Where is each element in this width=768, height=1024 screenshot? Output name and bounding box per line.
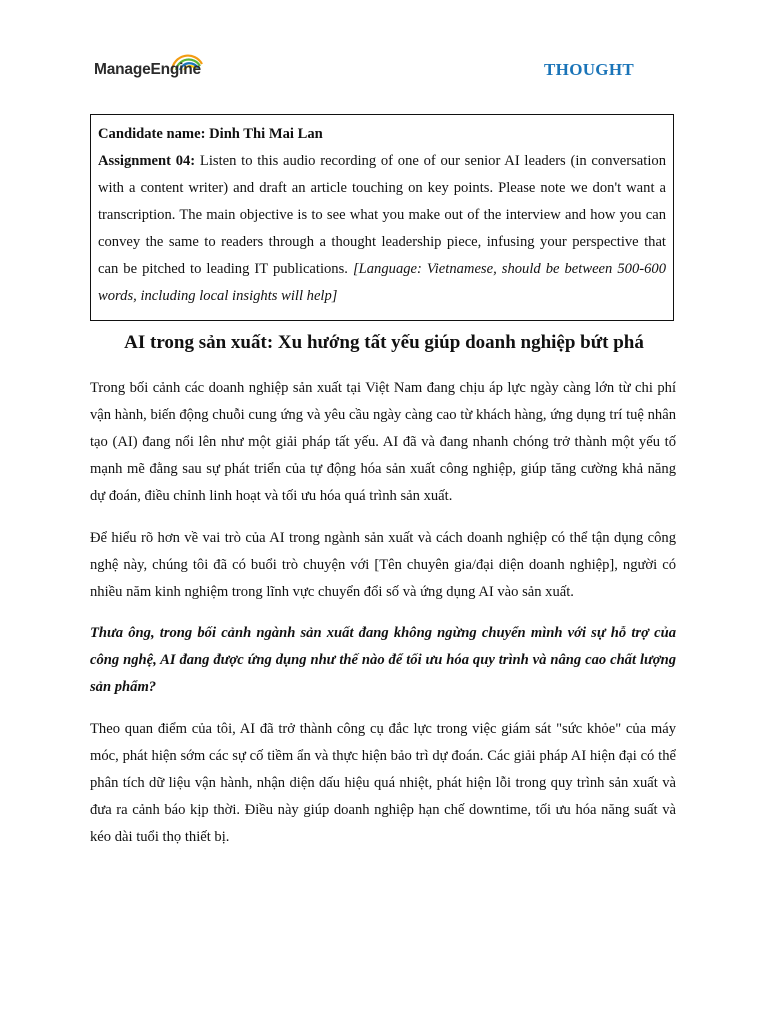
logo-text: ManageEngine: [94, 61, 201, 78]
interview-question-1: Thưa ông, trong bối cảnh ngành sản xuất đang không ngừng chuyển mình với sự hỗ trợ của công nghệ, AI đang được ứng dụng như thế nào để tối ưu hóa quy trình và nâng cao chất lượng sản phẩm?: [90, 625, 676, 695]
language-note: [Language: Vietnamese, should be between 500-600 words, including local insights will help]: [98, 261, 666, 304]
article-paragraph-3: Theo quan điểm của tôi, AI đã trở thành công cụ đắc lực trong việc giám sát "sức khỏe" của máy móc, phát hiện sớm các sự cố tiềm ẩn và thực hiện bảo trì dự đoán. Các giải pháp AI hiện đại có thể phân tích dữ liệu vận hành, nhận diện dấu hiệu quá nhiệt, phát hiện lỗi trong quy trình sản xuất và đưa ra cảnh báo kịp thời. Điều này giúp doanh nghiệp hạn chế downtime, tối ưu hóa năng suất và kéo dài tuổi thọ thiết bị.: [90, 721, 676, 845]
manageengine-logo: [92, 44, 212, 84]
assignment-text: Listen to this audio recording of one of our senior AI leaders (in conversation with a content writer) and draft an article touching on key points. Please note we don't want a transcription. The main objective is to see what you make out of the interview and how you can convey the same to readers through a thought leadership piece, infusing your perspective that can be pitched to leading IT publications.: [98, 153, 666, 277]
assignment-label: Assignment 04:: [98, 153, 196, 169]
article-paragraph-1: Trong bối cảnh các doanh nghiệp sản xuất tại Việt Nam đang chịu áp lực ngày càng lớn từ chi phí vận hành, biến động chuỗi cung ứng và yêu cầu ngày càng cao từ khách hàng, ứng dụng trí tuệ nhân tạo (AI) đang nổi lên như một giải pháp tất yếu. AI đã và đang nhanh chóng trở thành một yếu tố mạnh mẽ đằng sau sự phát triển của tự động hóa sản xuất công nghiệp, giúp tăng cường khả năng dự đoán, điều chỉnh linh hoạt và tối ưu hóa quá trình sản xuất.: [90, 380, 676, 504]
assignment-box: [90, 114, 674, 321]
assignment-description: [98, 148, 666, 310]
candidate-name: Dinh Thi Mai Lan: [209, 126, 323, 142]
section-label: THOUGHT: [544, 60, 634, 79]
candidate-line: [98, 121, 666, 148]
page-header: [92, 44, 682, 86]
candidate-label: Candidate name:: [98, 126, 206, 142]
article-title: AI trong sản xuất: Xu hướng tất yếu giúp doanh nghiệp bứt phá: [124, 332, 644, 353]
article-paragraph-2: Để hiểu rõ hơn về vai trò của AI trong ngành sản xuất và cách doanh nghiệp có thể tận dụng công nghệ này, chúng tôi đã có buổi trò chuyện với [Tên chuyên gia/đại diện doanh nghiệp], người có nhiều năm kinh nghiệm trong lĩnh vực chuyển đổi số và ứng dụng AI vào sản xuất.: [90, 530, 676, 600]
